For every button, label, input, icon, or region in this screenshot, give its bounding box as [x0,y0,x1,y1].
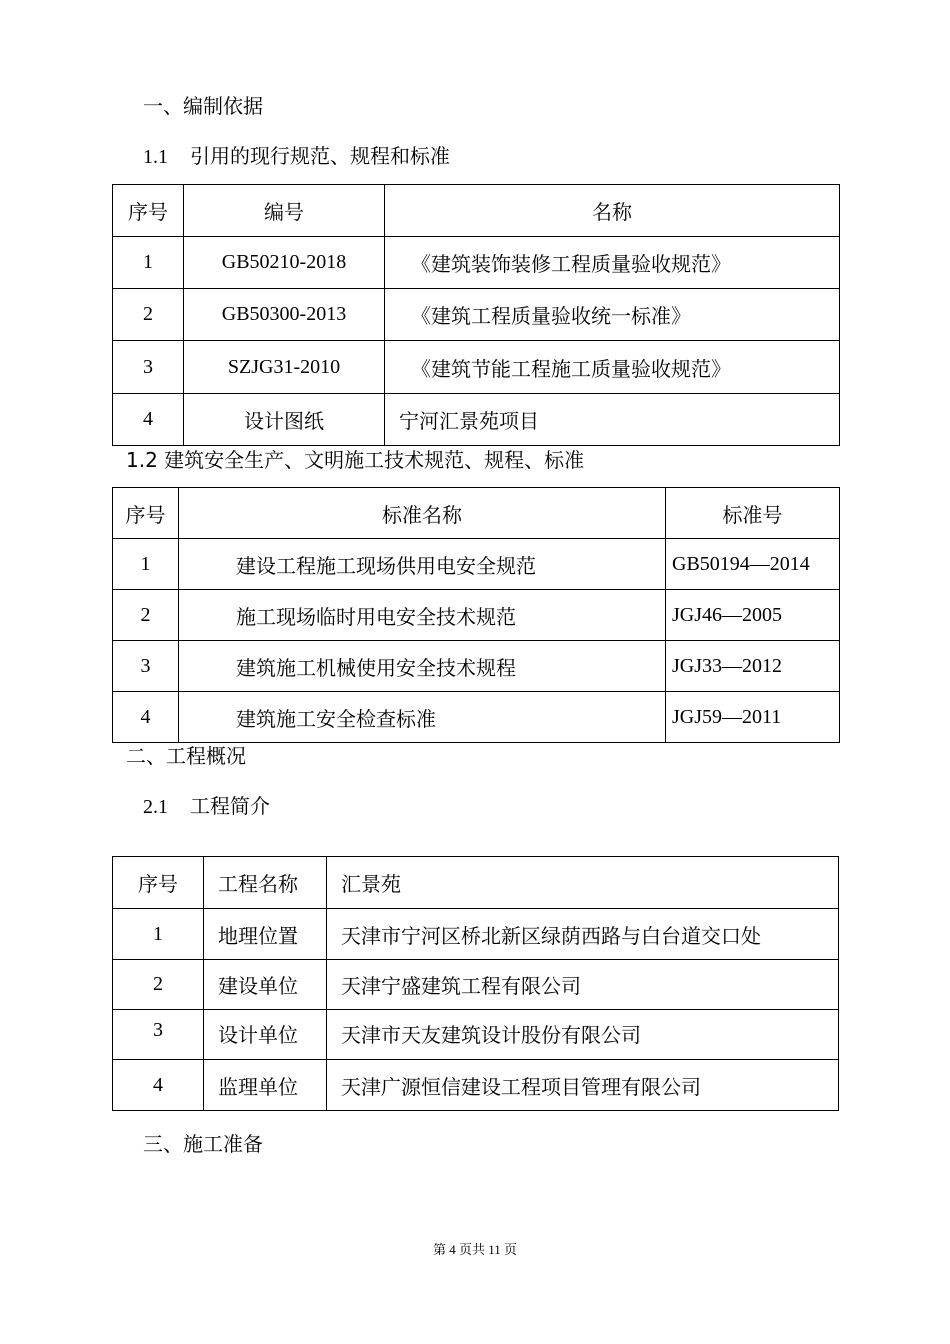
field-value-cell: 天津市天友建筑设计股份有限公司 [327,1010,839,1060]
header-cell: 汇景苑 [327,857,839,909]
table-row [113,394,840,446]
field-label-cell: 设计单位 [204,1010,327,1060]
subsection-title: 工程简介 [190,794,270,818]
table-row [113,341,840,394]
table-row [113,539,840,590]
index-cell: 1 [113,539,179,590]
field-value-cell: 天津市宁河区桥北新区绿荫西路与白台道交口处 [327,909,839,960]
name-cell: 《建筑工程质量验收统一标准》 [385,289,840,341]
index-cell: 1 [113,909,204,960]
index-cell: 3 [113,641,179,692]
subsection-title: 引用的现行规范、规程和标准 [190,144,450,168]
page-footer: 第 4 页共 11 页 [432,1242,518,1257]
subsection-number: 1.1 [143,146,168,168]
table-row [113,1010,839,1060]
index-cell: 2 [113,960,204,1010]
header-cell: 标准号 [666,488,840,539]
header-cell: 编号 [184,185,385,237]
name-cell: 《建筑节能工程施工质量验收规范》 [385,341,840,394]
field-label-cell: 建设单位 [204,960,327,1010]
table-row [113,909,839,960]
standard-name-cell: 建筑施工机械使用安全技术规程 [179,641,666,692]
table-row [113,590,840,641]
name-cell: 宁河汇景苑项目 [385,394,840,446]
header-cell: 名称 [385,185,840,237]
standard-number-cell: JGJ59—2011 [666,692,840,743]
code-cell: 设计图纸 [184,394,385,446]
table-row [113,692,840,743]
standard-name-cell: 施工现场临时用电安全技术规范 [179,590,666,641]
subsection-number: 2.1 [143,796,168,818]
standard-number-cell: JGJ33—2012 [666,641,840,692]
header-cell: 序号 [113,488,179,539]
index-cell: 4 [113,1060,204,1111]
index-cell: 2 [113,590,179,641]
table-row [113,1060,839,1111]
index-cell: 1 [113,237,184,289]
section-2-heading: 二、工程概况 [126,744,246,768]
field-label-cell: 监理单位 [204,1060,327,1111]
index-cell: 2 [113,289,184,341]
standard-name-cell: 建设工程施工现场供用电安全规范 [179,539,666,590]
name-cell: 《建筑装饰装修工程质量验收规范》 [385,237,840,289]
header-cell: 序号 [113,857,204,909]
header-cell: 标准名称 [179,488,666,539]
table-row [113,289,840,341]
index-cell: 3 [113,1010,204,1060]
project-overview-table [112,856,839,1111]
field-value-cell: 天津宁盛建筑工程有限公司 [327,960,839,1010]
table-row [113,237,840,289]
table-header-row [113,488,840,539]
table-row [113,641,840,692]
header-cell: 工程名称 [204,857,327,909]
index-cell: 3 [113,341,184,394]
section-1-heading: 一、编制依据 [143,94,263,118]
standard-number-cell: JGJ46—2005 [666,590,840,641]
field-label-cell: 地理位置 [204,909,327,960]
code-cell: GB50300-2013 [184,289,385,341]
standard-number-cell: GB50194—2014 [666,539,840,590]
code-cell: GB50210-2018 [184,237,385,289]
subsection-2-1-heading [143,796,270,817]
index-cell: 4 [113,394,184,446]
header-cell: 序号 [113,185,184,237]
code-cell: SZJG31-2010 [184,341,385,394]
table-header-row [113,185,840,237]
index-cell: 4 [113,692,179,743]
standards-table [112,184,840,446]
field-value-cell: 天津广源恒信建设工程项目管理有限公司 [327,1060,839,1111]
standard-name-cell: 建筑施工安全检查标准 [179,692,666,743]
subsection-1-1-heading [143,146,450,167]
table-header-row [113,857,839,909]
section-3-heading: 三、施工准备 [143,1132,263,1156]
subsection-1-2-heading: 1.2 建筑安全生产、文明施工技术规范、规程、标准 [126,448,585,472]
safety-standards-table [112,487,840,743]
table-row [113,960,839,1010]
